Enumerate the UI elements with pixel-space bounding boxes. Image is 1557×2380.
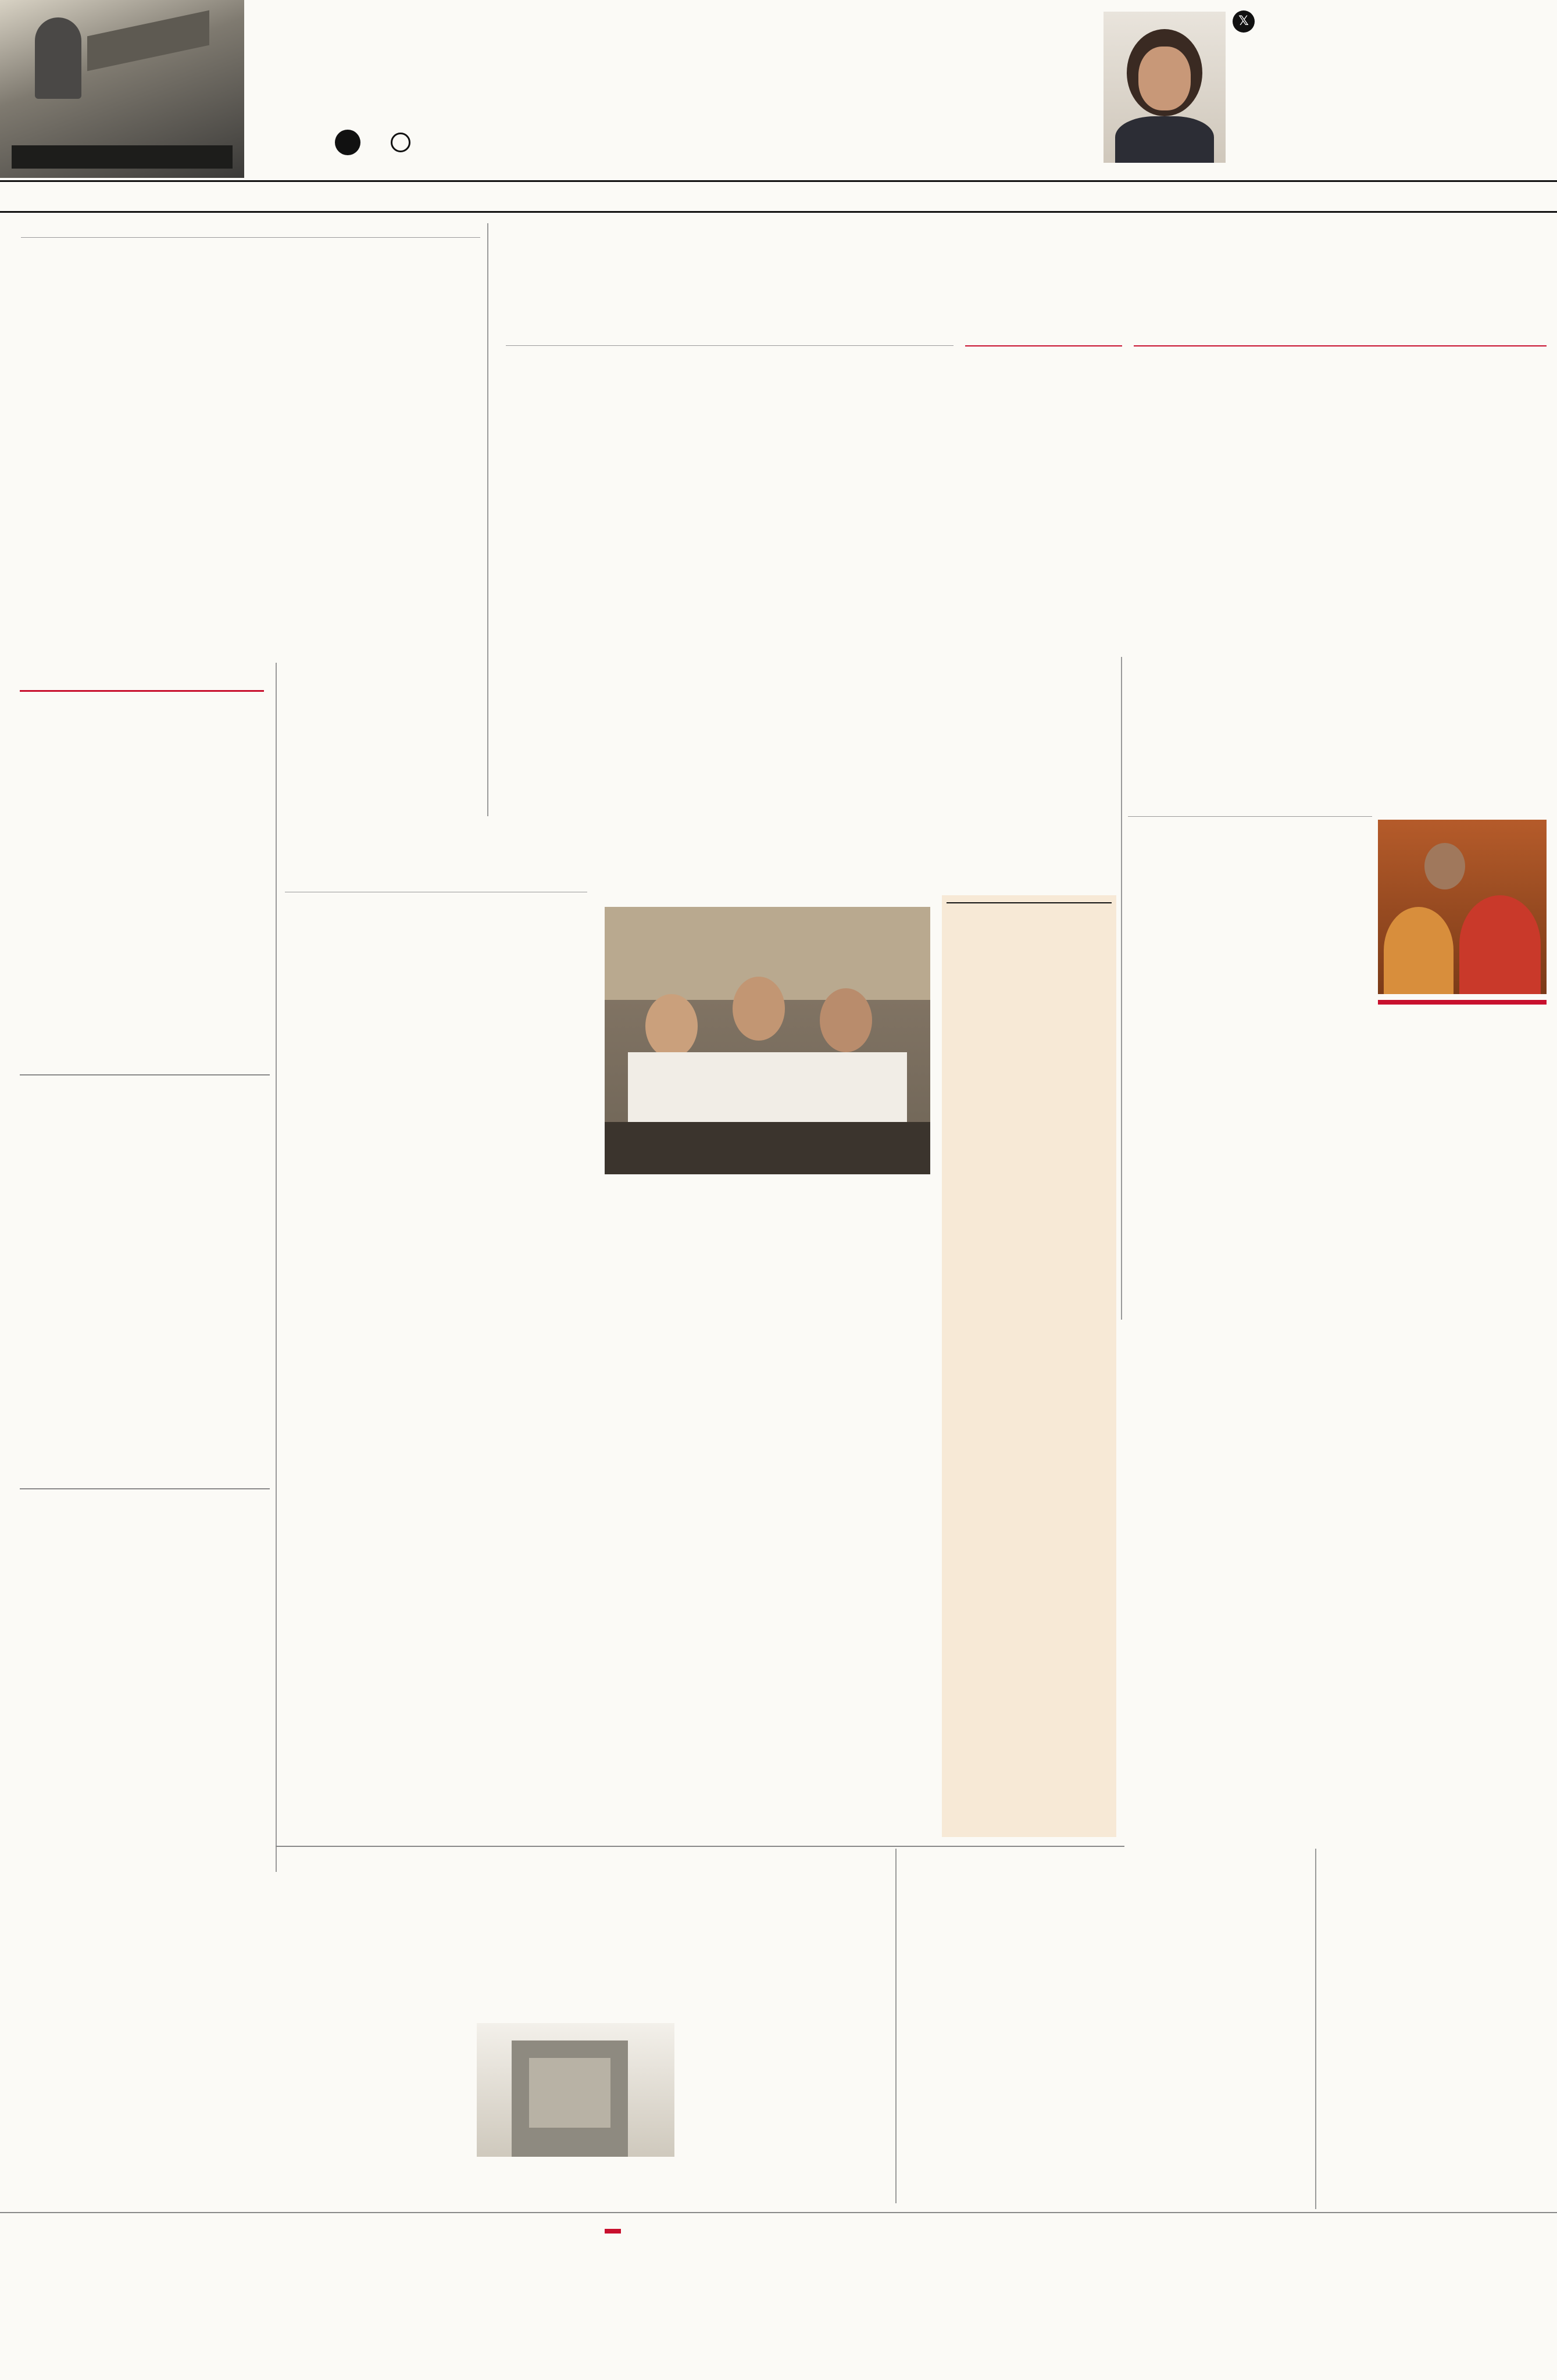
nse-article (285, 1857, 890, 1956)
rare-earth-article (904, 1857, 1311, 1950)
brand-dot-icon (335, 130, 360, 155)
gst-side (942, 895, 1116, 1837)
rare-earth-text (904, 1953, 1311, 2203)
globe-icon (391, 133, 410, 152)
wpi-article (1128, 657, 1547, 831)
gst-side-head (947, 900, 1112, 903)
x-logo-icon: 𝕏 (1233, 10, 1255, 33)
gst-council-photo (605, 907, 930, 1174)
trade-side2-head (1134, 343, 1547, 346)
market-photo (0, 0, 244, 178)
nissan-renault-brief (20, 1074, 270, 1481)
crude-body (21, 241, 480, 398)
rare-earth-body (904, 1957, 1311, 2178)
bata-article (1323, 1857, 1550, 2206)
real-estate-brief (20, 703, 270, 1075)
market-ticker (0, 180, 1557, 213)
masthead-bar (297, 128, 1093, 157)
crude-article (21, 223, 480, 508)
gst-photo-caption (605, 1180, 930, 1323)
quote-portrait (1104, 12, 1226, 163)
trade-side-exports (965, 343, 1122, 587)
wpi-side-head (1378, 1000, 1547, 1005)
gst-article-head (285, 657, 1116, 849)
quote-block (1233, 10, 1549, 167)
wpi-market-photo (1378, 820, 1547, 994)
trade-main-text (506, 343, 954, 587)
wpi-email (1128, 814, 1372, 817)
masthead (0, 0, 1557, 178)
trade-side2-body (1134, 350, 1547, 559)
nissan-motor-section (20, 2216, 595, 2379)
trade-side1-head (965, 343, 1122, 346)
gst-email (285, 889, 587, 892)
ongc-brief (20, 1488, 270, 1860)
crude-email (21, 235, 480, 238)
wpi-text (1128, 814, 1372, 1872)
trade-email (506, 343, 954, 346)
nse-building-photo (477, 2023, 674, 2157)
cement-kicker-bar (605, 2216, 1549, 2246)
trade-side-tariff (1134, 343, 1547, 587)
masthead-title (616, 10, 977, 109)
cement-tag (605, 2229, 621, 2234)
wpi-side (1378, 1000, 1547, 1872)
nissan-motor-article (20, 1866, 276, 1878)
trade-body (506, 349, 954, 553)
business-news-label (20, 657, 264, 692)
